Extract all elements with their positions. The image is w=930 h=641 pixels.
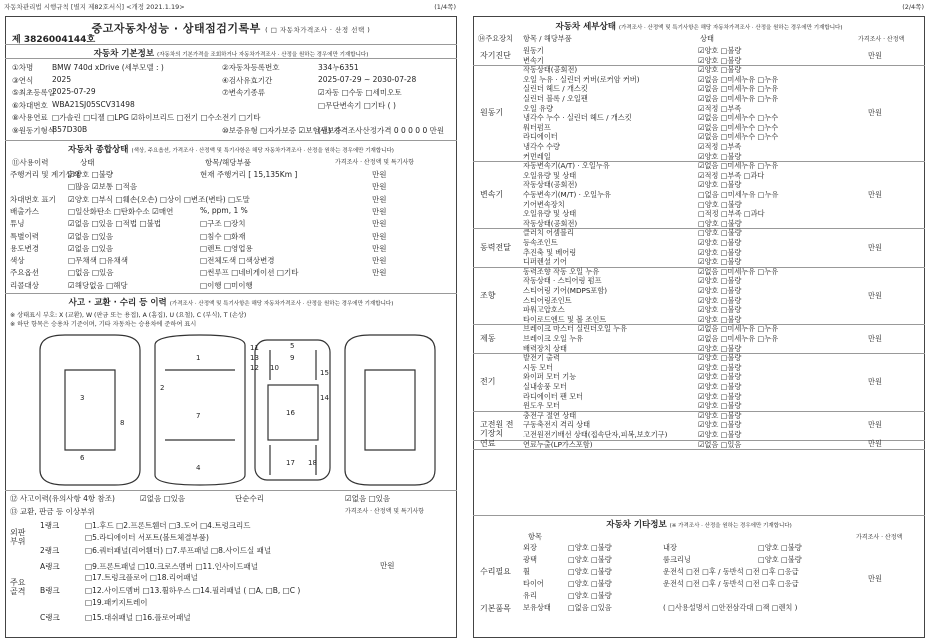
detail-item-label: 시동 모터 bbox=[523, 362, 554, 372]
panel-label-14: 14 bbox=[320, 394, 329, 402]
detail-group-name: 조향 bbox=[480, 290, 496, 300]
detail-item-state: ☑양호 □불량 bbox=[698, 314, 742, 324]
detail-item-label: 발전기 출력 bbox=[523, 353, 561, 363]
document-title-text: 중고자동차성능 · 상태점검기록부 bbox=[91, 22, 261, 35]
summary-cell: %, ppm, 1 % bbox=[200, 205, 248, 215]
panel-label-17: 17 bbox=[286, 459, 295, 467]
detail-group-name: 변속기 bbox=[480, 189, 504, 199]
summary-cell: 리콜대상 bbox=[10, 280, 39, 290]
other-cell: □양호 □불량 bbox=[568, 555, 612, 564]
panel-label-8: 8 bbox=[120, 419, 125, 427]
main-frame-label: 주요골격 bbox=[10, 578, 26, 596]
other-cell: 광택 bbox=[523, 555, 537, 564]
detail-item-state: ☑양호 □불량 bbox=[698, 151, 742, 161]
summary-cell: □썬루프 □네비게이션 □기타 bbox=[200, 268, 299, 278]
car-left-side-outline bbox=[40, 335, 140, 485]
other-cell: 타이어 bbox=[523, 579, 544, 588]
panel-label-4: 4 bbox=[196, 464, 201, 472]
basic-info-cell: ⑥차대번호 bbox=[12, 100, 48, 110]
other-heading-text: 자동차 기타정보 bbox=[606, 520, 667, 530]
rankC-label: C랭크 bbox=[40, 613, 60, 622]
detail-group-price: 만원 bbox=[868, 420, 882, 430]
detail-item-state: ☑없음 □미세누유 □누유 bbox=[698, 161, 779, 171]
detail-item-state: ☑양호 □불량 bbox=[698, 362, 742, 372]
summary-cell: 튜닝 bbox=[10, 219, 25, 229]
detail-item-label: 구동축전지 격리 상태 bbox=[523, 420, 591, 430]
rankA-label: A랭크 bbox=[40, 562, 60, 571]
basic-info-cell: ⑧사용연료 bbox=[12, 113, 48, 122]
panel-label-3: 3 bbox=[80, 394, 85, 402]
document-title-options: ( □ 자동차가격조사 · 산정 선택 ) bbox=[265, 26, 371, 34]
other-cell: ( □사용설명서 □안전삼각대 □잭 □렌치 ) bbox=[663, 603, 798, 612]
detail-item-label: 원동기 bbox=[523, 46, 544, 55]
page-1 bbox=[0, 0, 462, 641]
summary-heading-text: 자동차 종합상태 bbox=[68, 145, 129, 155]
rank2-items: □6.쿼터패널(리어휀더) □7.루프패널 □8.사이드실 패널 bbox=[85, 546, 272, 555]
summary-cell: □많음 ☑보통 □적음 bbox=[68, 182, 138, 192]
detail-item-state: ☑양호 □불량 bbox=[698, 372, 742, 382]
record-number: 제 3826004144호 bbox=[12, 35, 96, 45]
detail-item-label: 워터펌프 bbox=[523, 122, 551, 132]
simple-repair-label: 단순수리 bbox=[235, 494, 264, 503]
basic-info-cell: ⑦변속기종류 bbox=[222, 88, 265, 97]
detail-item-state: ☑양호 □불량 bbox=[698, 276, 742, 286]
summary-cell: 특별이력 bbox=[10, 231, 39, 241]
detail-item-label: 냉각수 누수 · 실린더 헤드 / 개스킷 bbox=[523, 113, 632, 123]
detail-item-label: 배력장치 상태 bbox=[523, 343, 567, 353]
detail-item-label: 라디에이터 bbox=[523, 132, 558, 142]
detail-item-state: ☑없음 □미세누수 □누수 bbox=[698, 132, 779, 142]
summary-cell: 배출가스 bbox=[10, 206, 39, 216]
detail-group-price: 만원 bbox=[868, 333, 882, 343]
detail-item-state: ☑양호 □불량 bbox=[698, 238, 742, 247]
summary-cell: □침수 □화재 bbox=[200, 231, 246, 241]
detail-item-label: 스티어링 기어(MDPS포함) bbox=[523, 286, 608, 295]
detail-item-state: ☑양호 □불량 bbox=[698, 46, 742, 55]
detail-group-price: 만원 bbox=[868, 242, 882, 252]
detail-item-state: ☑양호 □불량 bbox=[698, 382, 742, 391]
accident-legend: ※ 상태표시 부호: X (교환), W (판금 또는 용접), A (흠집), U (요철), C (부식), T (손상) bbox=[10, 312, 247, 319]
other-cell: 외장 bbox=[523, 543, 537, 552]
detail-item-state: ☑양호 □불량 bbox=[698, 410, 742, 420]
page-2 bbox=[468, 0, 930, 641]
summary-cell: 만원 bbox=[372, 170, 387, 179]
divider bbox=[5, 44, 457, 45]
detail-item-label: 추진축 및 베어링 bbox=[523, 247, 577, 257]
basic-info-cell: ☑자동 □수동 □세미오토 bbox=[318, 88, 402, 97]
other-cell: □양호 □불량 bbox=[758, 555, 802, 564]
detail-item-state: □없음 □미세누유 □누유 bbox=[698, 190, 779, 199]
summary-cell: □구조 □장치 bbox=[200, 219, 246, 229]
detail-item-label: 라디에이터 팬 모터 bbox=[523, 391, 584, 401]
summary-cell: ☑양호 □부식 □훼손(오손) □상이 □변조(변타) □도말 bbox=[68, 194, 250, 204]
basic-info-cell: □가솔린 □디젤 □LPG ☑하이브리드 □전기 □수소전기 □기타 bbox=[52, 113, 261, 122]
detail-item-state: ☑양호 □불량 bbox=[698, 257, 742, 267]
summary-cell: □없음 □있음 bbox=[68, 268, 114, 278]
detail-item-state: ☑없음 □미세누유 □누유 bbox=[698, 74, 779, 84]
detail-item-label: 수동변속기(M/T) · 오일누유 bbox=[523, 190, 611, 199]
detail-item-state: ☑적정 □부족 □과다 bbox=[698, 170, 765, 180]
accident-heading bbox=[5, 296, 457, 308]
detail-item-state: ☑양호 □불량 bbox=[698, 430, 742, 439]
detail-item-state: ☑양호 □불량 bbox=[698, 391, 742, 401]
basic-info-heading-text: 자동차 기본정보 bbox=[93, 49, 155, 59]
divider bbox=[5, 140, 457, 141]
other-cell: 유리 bbox=[523, 591, 537, 600]
summary-cell: 용도변경 bbox=[10, 243, 39, 253]
summary-cell: 차대번호 표기 bbox=[10, 194, 56, 204]
detail-group-price: 만원 bbox=[868, 50, 882, 60]
summary-cell: 만원 bbox=[372, 268, 387, 278]
summary-cell: 만원 bbox=[372, 206, 387, 216]
basic-info-cell: B57D30B bbox=[52, 124, 88, 134]
panel-label-2: 2 bbox=[160, 384, 165, 392]
car-top-windshield bbox=[165, 370, 235, 440]
page-1-form-header: 자동차관리법 시행규칙 [별지 제82호서식] <개정 2021.1.19> bbox=[4, 3, 185, 11]
summary-heading-note: (색상, 주요옵션, 가격조사 · 산정액 및 특기사항은 해당 자동차가격조사 · 산정을 원하는 경우에만 기재합니다) bbox=[131, 148, 394, 154]
other-cell: 휠 bbox=[523, 567, 530, 576]
basic-info-cell: ⑤최초등록일 bbox=[12, 88, 55, 97]
panel-label-5: 5 bbox=[290, 342, 295, 350]
detail-item-state: ☑적정 □부족 bbox=[698, 142, 742, 151]
detail-item-label: 와이퍼 모터 기능 bbox=[523, 372, 577, 382]
rank1-label: 1랭크 bbox=[40, 521, 60, 530]
summary-cell: □렌트 □영업용 bbox=[200, 243, 253, 253]
page-1-page-number: (1/4쪽) bbox=[434, 3, 456, 11]
basic-info-cell: 2025 bbox=[52, 74, 72, 84]
basic-info-cell: ①차명 bbox=[12, 63, 34, 72]
detail-item-state: ☑양호 □불량 bbox=[698, 295, 742, 305]
detail-item-label: 실내송풍 모터 bbox=[523, 382, 567, 391]
detail-col-state: 상태 bbox=[700, 34, 714, 43]
detail-group-name: 제동 bbox=[480, 333, 496, 343]
summary-cell: □일산화탄소 □탄화수소 ☑매연 bbox=[68, 206, 174, 216]
detail-item-label: 브레이크 오일 누유 bbox=[523, 334, 584, 343]
detail-group-name: 원동기 bbox=[480, 108, 504, 118]
other-heading bbox=[473, 518, 925, 530]
basic-info-cell: BMW 740d xDrive (세부모델 : ) bbox=[52, 63, 164, 72]
detail-item-state: □양호 □불량 bbox=[698, 218, 742, 228]
summary-cell: 만원 bbox=[372, 194, 387, 204]
exchange-price: 만원 bbox=[380, 561, 395, 570]
simple-repair-answer: ☑없음 □있음 bbox=[345, 494, 391, 503]
panel-label-16: 16 bbox=[286, 409, 295, 417]
page-2-page-number: (2/4쪽) bbox=[902, 3, 924, 11]
panel-label-13: 13 bbox=[250, 354, 259, 362]
panel-label-1: 1 bbox=[196, 354, 201, 362]
rankA-items: □9.프론트패널 □10.크로스멤버 □11.인사이드패널 bbox=[85, 562, 258, 571]
accident-history-question: ⑫ 사고이력(유의사항 4항 참조) bbox=[10, 494, 115, 503]
detail-group-name: 동력전달 bbox=[480, 242, 511, 252]
summary-cell: ☑양호 □불량 bbox=[68, 170, 114, 179]
detail-item-label: 작동상태(공회전) bbox=[523, 180, 578, 190]
summary-col-items: 항목/해당부품 bbox=[205, 158, 251, 167]
accident-note: ※ 하단 항목은 승용차 기준이며, 기타 자동차는 승용차에 준하여 표시 bbox=[10, 321, 197, 328]
summary-cell: 만원 bbox=[372, 219, 387, 229]
detail-item-label: 오일유량 및 상태 bbox=[523, 170, 577, 180]
detail-item-label: 자동변속기(A/T) · 오일누유 bbox=[523, 161, 610, 171]
summary-cell: ☑없음 □있음 bbox=[68, 243, 114, 253]
detail-item-label: 작동상태 · 스티어링 펌프 bbox=[523, 276, 602, 286]
divider bbox=[473, 449, 925, 450]
summary-heading bbox=[5, 143, 457, 155]
basic-info-cell: 2025-07-29 bbox=[52, 87, 96, 96]
detail-heading bbox=[473, 20, 925, 32]
other-cell: 보유상태 bbox=[523, 603, 551, 612]
basic-info-cell: 2025-07-29 ~ 2030-07-28 bbox=[318, 74, 417, 84]
divider bbox=[5, 293, 457, 294]
accident-heading-text: 사고 · 교환 · 수리 등 이력 bbox=[68, 298, 167, 308]
basic-info-cell: ④검사유효기간 bbox=[222, 75, 273, 85]
detail-item-label: 연료누출(LP가스포함) bbox=[523, 439, 593, 449]
rank2-label: 2랭크 bbox=[40, 546, 60, 555]
panel-label-10: 10 bbox=[270, 364, 279, 372]
detail-item-state: ☑양호 □불량 bbox=[698, 401, 742, 411]
detail-group-name: 고전원 전기장치 bbox=[480, 420, 514, 439]
accident-history-answer: ☑없음 □있음 bbox=[140, 494, 186, 503]
other-price: 만원 bbox=[868, 574, 882, 583]
summary-cell: □전체도색 □색상변경 bbox=[200, 256, 275, 266]
divider bbox=[473, 515, 925, 516]
car-left-side-windows bbox=[65, 370, 115, 450]
detail-item-state: ☑양호 □불량 bbox=[698, 286, 742, 295]
detail-group-price: 만원 bbox=[868, 108, 882, 118]
other-heading-note: (※ 가격조사 · 산정을 원하는 경우에만 기재합니다) bbox=[669, 523, 792, 529]
other-cell: 내장 bbox=[663, 543, 677, 552]
summary-cell: □무채색 □유채색 bbox=[68, 256, 129, 266]
detail-item-state: ☑없음 □미세누수 □누수 bbox=[698, 122, 779, 132]
rankC-items: □15.대쉬패널 □16.플로어패널 bbox=[85, 613, 191, 622]
detail-item-label: 커먼레일 bbox=[523, 151, 551, 161]
exchange-price-col: 가격조사 · 산정액 및 특기사항 bbox=[345, 508, 425, 515]
summary-col-state: 상태 bbox=[80, 158, 95, 167]
detail-group-price: 만원 bbox=[868, 290, 882, 300]
basic-info-cell: (원) 가격조사산정가격 0 0 0 0 0 만원 bbox=[318, 125, 445, 135]
other-col-price: 가격조사 · 산정액 bbox=[856, 534, 903, 541]
rank1-items: □1.후드 □2.프론트휀더 □3.도어 □4.트렁크리드 bbox=[85, 521, 251, 530]
detail-item-label: 충전구 절연 상태 bbox=[523, 410, 577, 420]
detail-item-state: ☑없음 □미세누수 □누수 bbox=[698, 113, 779, 123]
rankB-items: □12.사이드멤버 □13.휠하우스 □14.필러패널 ( □A, □B, □C ) bbox=[85, 586, 301, 595]
panel-label-12: 12 bbox=[250, 364, 259, 372]
detail-item-state: ☑양호 □불량 bbox=[698, 343, 742, 353]
other-cell: □양호 □불량 bbox=[568, 567, 612, 576]
panel-label-11: 11 bbox=[250, 344, 259, 352]
detail-item-label: 작동상태(공회전) bbox=[523, 65, 578, 75]
detail-item-state: ☑양호 □불량 bbox=[698, 420, 742, 430]
summary-cell: 주행거리 및 계기상태 bbox=[10, 170, 80, 179]
summary-cell: ☑해당없음 □해당 bbox=[68, 280, 128, 290]
divider bbox=[5, 490, 457, 491]
detail-item-state: □적정 □부족 □과다 bbox=[698, 209, 765, 219]
detail-item-label: 기어변속장치 bbox=[523, 199, 565, 209]
panel-label-18: 18 bbox=[308, 459, 317, 467]
repair-needed-label: 수리필요 bbox=[480, 567, 511, 576]
basic-info-cell: ⑨원동기형식 bbox=[12, 125, 55, 135]
panel-label-7: 7 bbox=[196, 412, 201, 420]
detail-item-state: ☑없음 □미세누유 □누유 bbox=[698, 334, 779, 343]
detail-item-label: 실린더 블록 / 오일팬 bbox=[523, 94, 588, 103]
detail-item-state: ☑양호 □불량 bbox=[698, 180, 742, 190]
detail-item-label: 실린더 헤드 / 개스킷 bbox=[523, 84, 588, 94]
other-cell: □없음 □있음 bbox=[568, 603, 612, 612]
detail-item-label: 디퍼렌셜 기어 bbox=[523, 257, 567, 267]
rankA-items-2: □17.트렁크플로어 □18.리어패널 bbox=[85, 573, 198, 582]
rankB-items-2: □19.패키지트레이 bbox=[85, 598, 148, 607]
car-right-side-outline bbox=[345, 335, 435, 485]
detail-item-label: 작동상태(공회전) bbox=[523, 218, 578, 228]
other-cell: □양호 □불량 bbox=[568, 543, 612, 552]
detail-item-label: 변속기 bbox=[523, 55, 544, 65]
detail-item-state: ☑양호 □불량 bbox=[698, 55, 742, 65]
summary-cell: 주요옵션 bbox=[10, 268, 39, 278]
basic-items-label: 기본품목 bbox=[480, 604, 511, 613]
detail-item-label: 클러치 어셈블리 bbox=[523, 228, 574, 238]
detail-item-state: ☑양호 □불량 bbox=[698, 65, 742, 75]
detail-item-state: □양호 □불량 bbox=[698, 228, 742, 238]
detail-item-label: 냉각수 수량 bbox=[523, 142, 561, 151]
detail-item-state: ☑없음 □미세누유 □누유 bbox=[698, 94, 779, 103]
detail-item-label: 스티어링조인트 bbox=[523, 295, 572, 305]
detail-item-label: 동력조향 작동 오일 누유 bbox=[523, 266, 600, 276]
panel-label-15: 15 bbox=[320, 369, 329, 377]
summary-cell: 만원 bbox=[372, 243, 387, 253]
basic-info-heading-note: (자동차의 기본가격을 조회하거나 자동차가격조사 · 산정을 원하는 경우에만 기재합니다) bbox=[157, 52, 369, 58]
detail-item-state: ☑적정 □부족 bbox=[698, 103, 742, 113]
summary-cell: ☑없음 □있음 bbox=[68, 231, 114, 241]
other-col-item: 항목 bbox=[528, 532, 542, 541]
basic-info-cell: ③연식 bbox=[12, 75, 34, 85]
other-cell: □양호 □불량 bbox=[568, 591, 612, 600]
summary-cell: 만원 bbox=[372, 182, 387, 192]
other-cell: □양호 □불량 bbox=[758, 543, 802, 552]
detail-item-label: 윈도우 모터 bbox=[523, 401, 561, 411]
detail-item-label: 고전원전기배선 상태(접속단자,피복,보호기구) bbox=[523, 430, 668, 439]
detail-item-label: 브레이크 마스터 실린더오일 누유 bbox=[523, 324, 628, 334]
detail-item-state: ☑없음 □미세누유 □누유 bbox=[698, 324, 779, 334]
rank1-items-2: □5.라디에이터 서포트(볼트체결부품) bbox=[85, 533, 209, 542]
detail-group-price: 만원 bbox=[868, 439, 882, 449]
detail-item-label: 오일유량 및 상태 bbox=[523, 209, 577, 219]
summary-cell: 현재 주행거리 [ 15,135Km ] bbox=[200, 170, 298, 179]
summary-col-price: 가격조사 · 산정액 및 특기사항 bbox=[335, 159, 415, 166]
summary-cell: 만원 bbox=[372, 256, 387, 266]
basic-info-cell: 334누6351 bbox=[318, 63, 359, 72]
detail-item-label: 파워고압호스 bbox=[523, 305, 565, 315]
detail-group-name: 전기 bbox=[480, 377, 496, 386]
basic-info-cell: ⑩보증유형 □자가보증 ☑보험사보증 bbox=[222, 125, 342, 135]
panel-label-6: 6 bbox=[80, 454, 85, 462]
detail-heading-text: 자동차 세부상태 bbox=[555, 22, 616, 32]
detail-col-price: 가격조사 · 산정액 bbox=[858, 36, 905, 43]
detail-group-price: 만원 bbox=[868, 377, 882, 386]
rankB-label: B랭크 bbox=[40, 586, 60, 595]
summary-cell: 만원 bbox=[372, 231, 387, 241]
accident-heading-note: (가격조사 · 산정액 및 특기사항은 해당 자동차가격조사 · 산정을 원하는 경우에만 기재합니다) bbox=[169, 301, 394, 307]
panel-label-9: 9 bbox=[290, 354, 295, 362]
detail-heading-note: (가격조사 · 산정액 및 특기사항은 해당 자동차가격조사 · 산정을 원하는 경우에만 기재합니다) bbox=[618, 25, 843, 31]
detail-item-state: ☑양호 □불량 bbox=[698, 247, 742, 257]
divider bbox=[5, 58, 457, 59]
outer-panel-label: 외판부위 bbox=[10, 528, 26, 546]
detail-item-state: ☑없음 □있음 bbox=[698, 439, 742, 449]
detail-item-label: 오일 유량 bbox=[523, 103, 554, 113]
car-right-side-windows bbox=[365, 370, 415, 450]
detail-item-label: 오일 누유 · 실린더 커버(로커암 커버) bbox=[523, 74, 640, 84]
basic-info-cell: WBA21SJ05SCV31498 bbox=[52, 99, 135, 109]
other-cell: □양호 □불량 bbox=[568, 579, 612, 588]
detail-group-name: 연료 bbox=[480, 439, 496, 449]
car-diagram bbox=[20, 330, 440, 490]
summary-col-use: ⑪사용이력 bbox=[12, 158, 49, 167]
detail-col-device: ⑭주요장치 bbox=[478, 34, 513, 43]
detail-item-label: 타이로드엔드 및 볼 조인트 bbox=[523, 314, 607, 324]
detail-item-state: ☑양호 □불량 bbox=[698, 353, 742, 363]
summary-cell: □이행 □미이행 bbox=[200, 280, 253, 290]
other-cell: 운전석 □전 □후 / 동반석 □전 □후 □응급 bbox=[663, 567, 799, 576]
summary-cell: ☑없음 □있음 □적법 □불법 bbox=[68, 219, 162, 229]
basic-info-cell: □무단변속기 □기타 ( ) bbox=[318, 100, 396, 110]
detail-item-state: ☑없음 □미세누유 □누유 bbox=[698, 266, 779, 276]
basic-info-cell: ②자동차등록번호 bbox=[222, 63, 280, 72]
detail-group-price: 만원 bbox=[868, 189, 882, 199]
other-cell: 룸크리닝 bbox=[663, 555, 691, 564]
summary-cell: 색상 bbox=[10, 256, 25, 266]
detail-item-state: ☑양호 □불량 bbox=[698, 305, 742, 315]
detail-col-item: 항목 / 해당부품 bbox=[523, 34, 572, 43]
detail-group-name: 자기진단 bbox=[480, 50, 511, 60]
exchange-question: ⑬ 교환, 판금 등 이상부위 bbox=[10, 507, 95, 516]
detail-item-state: □양호 □불량 bbox=[698, 199, 742, 209]
other-cell: 운전석 □전 □후 / 동반석 □전 □후 □응급 bbox=[663, 579, 799, 588]
detail-item-label: 등속조인트 bbox=[523, 238, 558, 247]
detail-item-state: ☑없음 □미세누유 □누유 bbox=[698, 84, 779, 94]
